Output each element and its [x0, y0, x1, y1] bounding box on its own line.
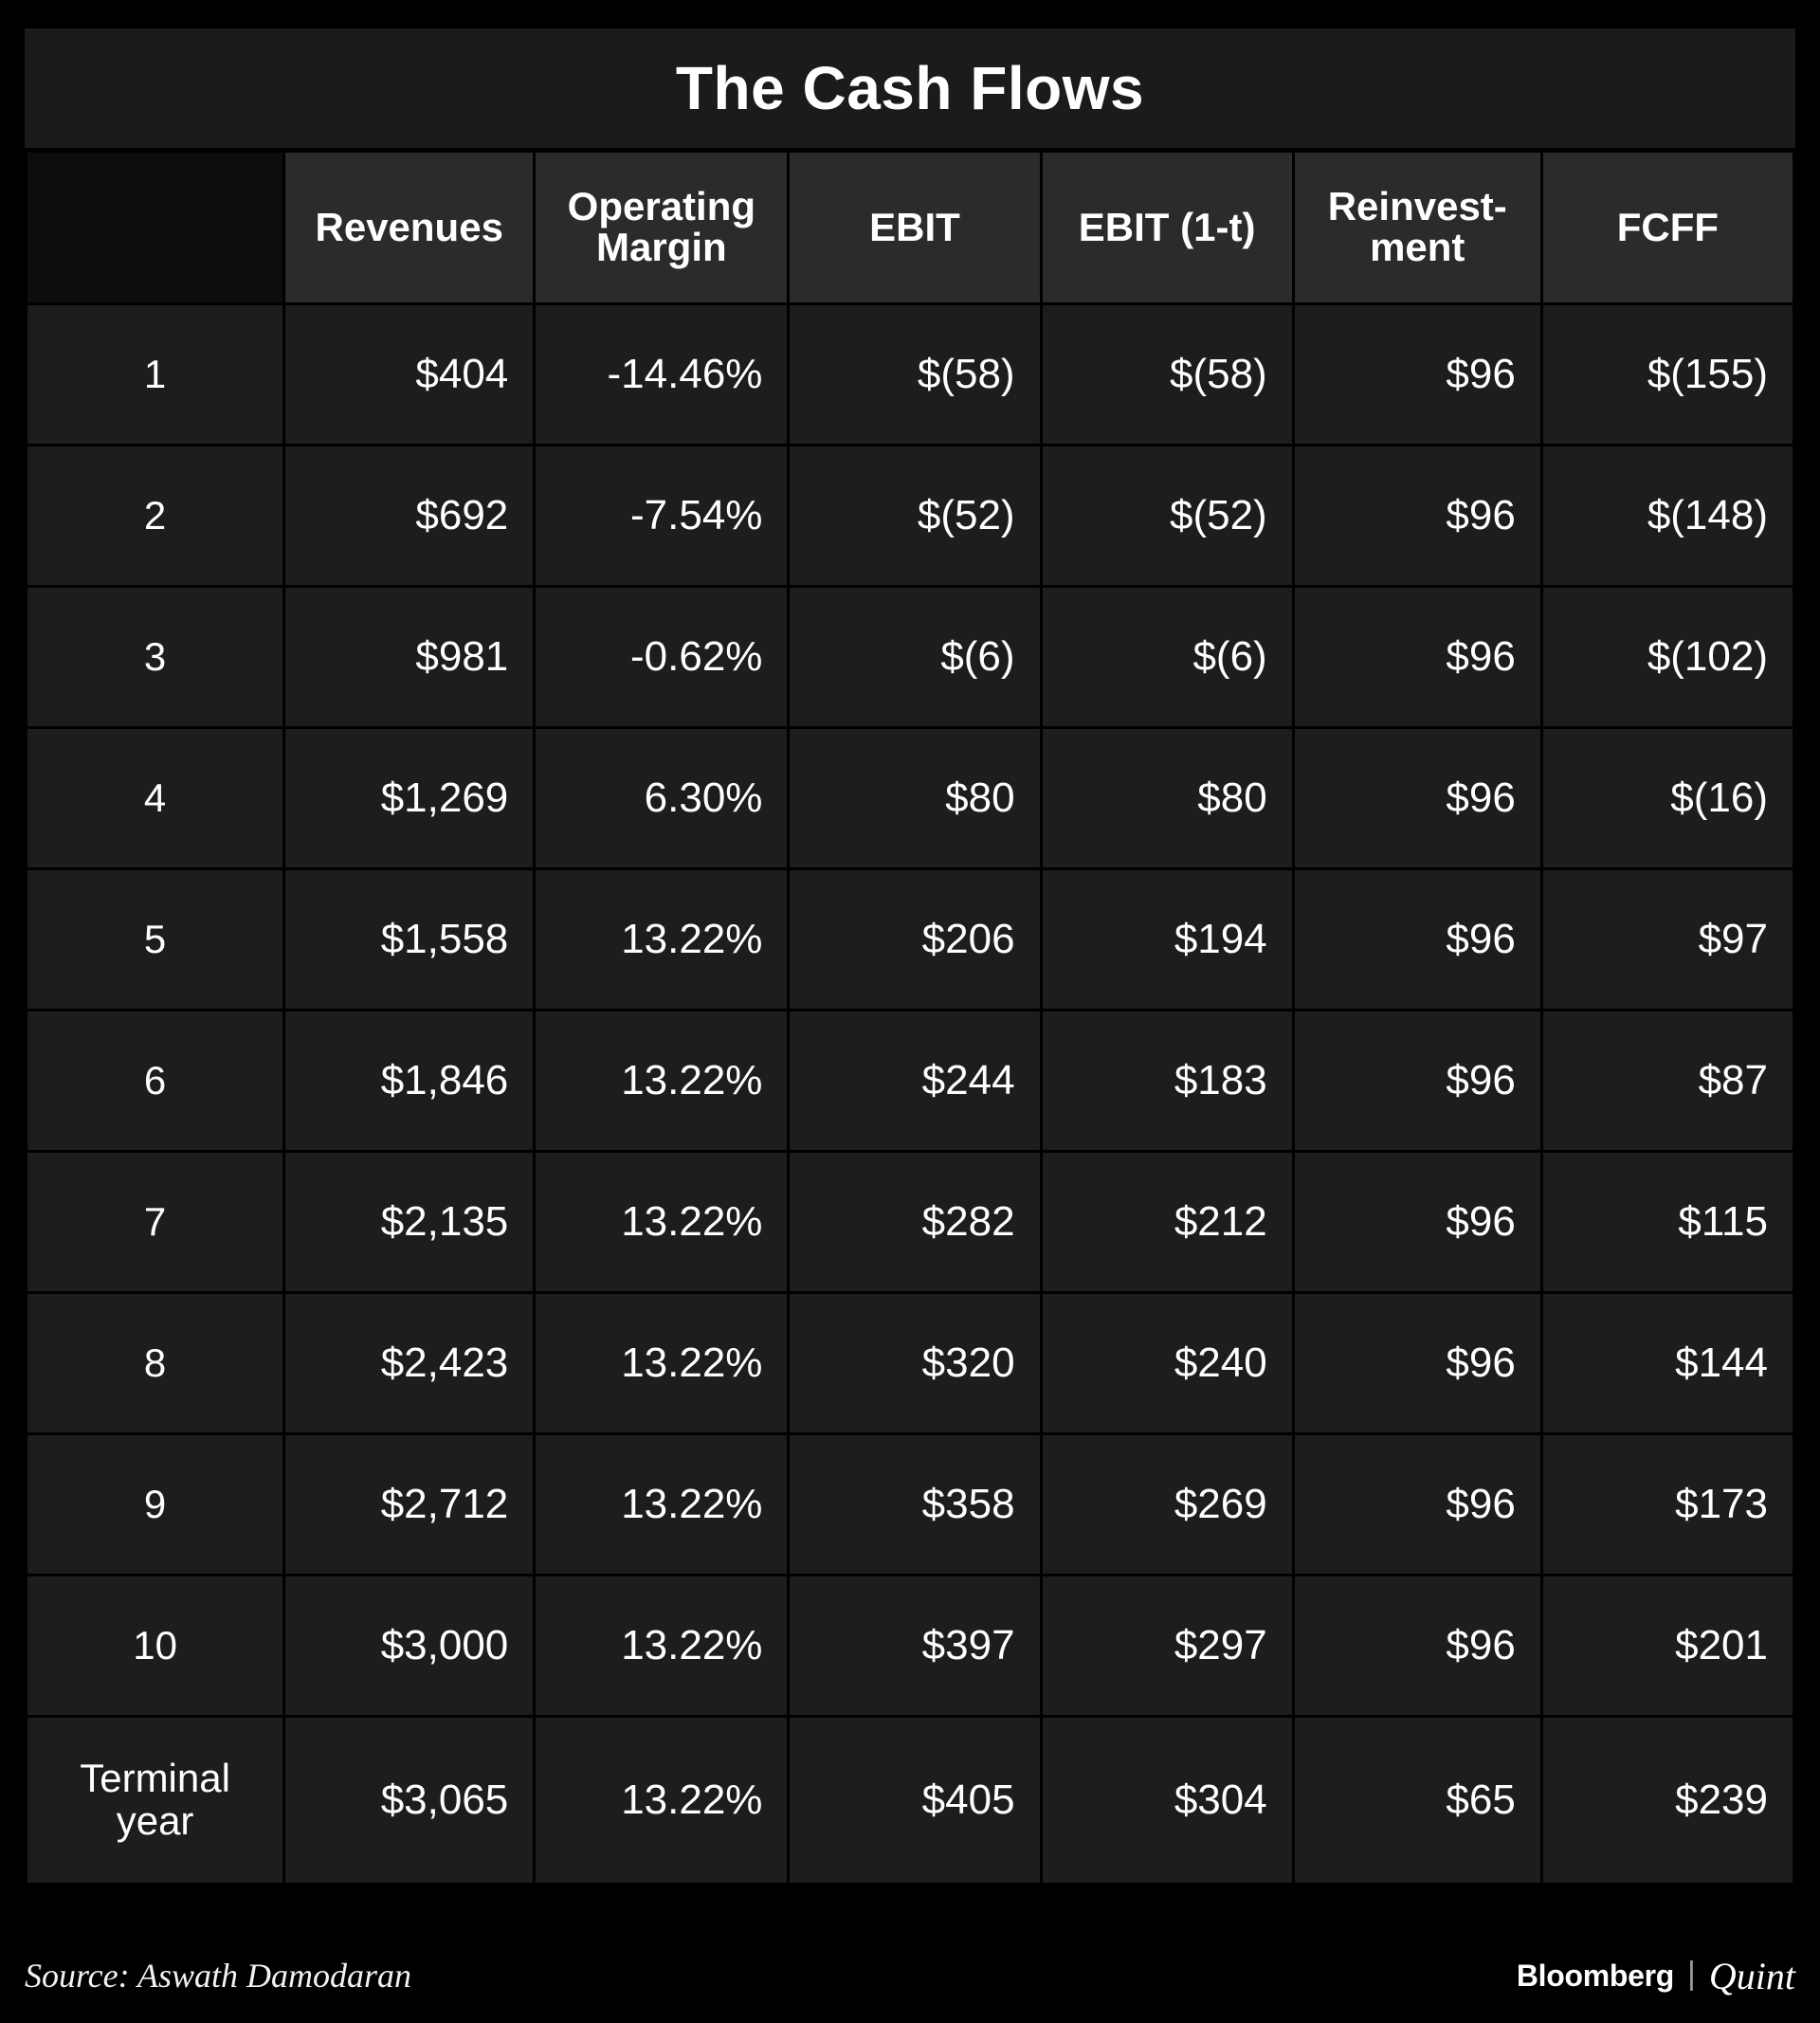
row-label: 6: [27, 1012, 282, 1150]
cell-operating-margin: 13.22%: [536, 1435, 787, 1574]
table-row: [27, 1435, 1793, 1574]
cell-ebit: $282: [790, 1153, 1039, 1291]
cell-revenues: $2,135: [285, 1153, 533, 1291]
table-header-row: [27, 153, 1793, 302]
cell-ebit-after-tax: $304: [1043, 1718, 1292, 1883]
cell-ebit-after-tax: $(6): [1043, 588, 1292, 726]
cell-ebit-after-tax: $240: [1043, 1294, 1292, 1432]
cell-fcff: $173: [1543, 1435, 1793, 1574]
row-label: 1: [27, 305, 282, 444]
column-header-reinvestment-line1: Reinvest-: [1327, 184, 1507, 229]
cell-ebit-after-tax: $(52): [1043, 447, 1292, 585]
cell-ebit: $405: [790, 1718, 1039, 1883]
table-row: [27, 1153, 1793, 1291]
cell-revenues: $3,065: [285, 1718, 533, 1883]
table-header: [27, 153, 1793, 302]
cell-revenues: $981: [285, 588, 533, 726]
cell-ebit-after-tax: $194: [1043, 870, 1292, 1009]
column-header-fcff: FCFF: [1543, 153, 1793, 302]
column-header-revenues: Revenues: [285, 153, 533, 302]
cell-ebit-after-tax: $297: [1043, 1576, 1292, 1715]
cell-ebit-after-tax: $(58): [1043, 305, 1292, 444]
bloomberg-logo: Bloomberg: [1516, 1958, 1675, 1993]
column-header-ebit: EBIT: [790, 153, 1039, 302]
cell-operating-margin: 13.22%: [536, 870, 787, 1009]
cell-fcff: $(16): [1543, 729, 1793, 867]
cell-fcff: $(102): [1543, 588, 1793, 726]
cell-operating-margin: 13.22%: [536, 1718, 787, 1883]
row-label: 10: [27, 1576, 282, 1715]
column-header-period: [27, 153, 282, 302]
footer: [25, 1949, 1795, 2002]
page-title: The Cash Flows: [675, 54, 1145, 122]
cell-fcff: $201: [1543, 1576, 1793, 1715]
cell-ebit: $358: [790, 1435, 1039, 1574]
cell-reinvestment: $96: [1295, 1153, 1540, 1291]
table-row: [27, 870, 1793, 1009]
column-header-operating-margin: [536, 153, 787, 302]
cell-revenues: $2,712: [285, 1435, 533, 1574]
cell-reinvestment: $96: [1295, 1435, 1540, 1574]
cell-fcff: $(155): [1543, 305, 1793, 444]
table-row: [27, 1012, 1793, 1150]
table-body: [27, 305, 1793, 1883]
cell-ebit-after-tax: $269: [1043, 1435, 1292, 1574]
cell-ebit: $(52): [790, 447, 1039, 585]
cell-reinvestment: $96: [1295, 305, 1540, 444]
column-header-ebit-after-tax: EBIT (1-t): [1043, 153, 1292, 302]
cell-revenues: $2,423: [285, 1294, 533, 1432]
row-label: 7: [27, 1153, 282, 1291]
cell-reinvestment: $96: [1295, 1012, 1540, 1150]
cell-revenues: $1,269: [285, 729, 533, 867]
table-row: [27, 1294, 1793, 1432]
table-row: [27, 305, 1793, 444]
cell-reinvestment: $96: [1295, 588, 1540, 726]
cell-revenues: $1,558: [285, 870, 533, 1009]
cell-revenues: $1,846: [285, 1012, 533, 1150]
cell-fcff: $115: [1543, 1153, 1793, 1291]
cell-ebit-after-tax: $80: [1043, 729, 1292, 867]
row-label: [27, 1718, 282, 1883]
cell-ebit: $(6): [790, 588, 1039, 726]
table-row: [27, 588, 1793, 726]
brand-lockup: [1517, 1954, 1795, 1998]
table-row: [27, 447, 1793, 585]
cell-fcff: $144: [1543, 1294, 1793, 1432]
quint-logo: Quint: [1708, 1954, 1795, 1997]
cell-reinvestment: $65: [1295, 1718, 1540, 1883]
row-label: 3: [27, 588, 282, 726]
cell-operating-margin: -14.46%: [536, 305, 787, 444]
column-header-operating-margin-line1: Operating: [567, 184, 756, 229]
cell-reinvestment: $96: [1295, 870, 1540, 1009]
cell-reinvestment: $96: [1295, 729, 1540, 867]
cell-ebit: $(58): [790, 305, 1039, 444]
row-label: 9: [27, 1435, 282, 1574]
cell-reinvestment: $96: [1295, 1294, 1540, 1432]
cell-ebit: $320: [790, 1294, 1039, 1432]
cell-ebit-after-tax: $183: [1043, 1012, 1292, 1150]
row-label-line1: Terminal: [80, 1756, 230, 1801]
card-header: [25, 28, 1795, 150]
source-credit: Source: Aswath Damodaran: [25, 1957, 411, 1995]
cell-operating-margin: 13.22%: [536, 1576, 787, 1715]
cell-operating-margin: 6.30%: [536, 729, 787, 867]
table-row: [27, 1576, 1793, 1715]
cell-operating-margin: 13.22%: [536, 1294, 787, 1432]
column-header-reinvestment-line2: ment: [1370, 225, 1465, 269]
cell-revenues: $404: [285, 305, 533, 444]
row-label: 2: [27, 447, 282, 585]
column-header-reinvestment: [1295, 153, 1540, 302]
cell-fcff: $239: [1543, 1718, 1793, 1883]
table-row-terminal: [27, 1718, 1793, 1883]
row-label-line2: year: [116, 1798, 194, 1843]
row-label: 4: [27, 729, 282, 867]
cell-reinvestment: $96: [1295, 1576, 1540, 1715]
cell-revenues: $3,000: [285, 1576, 533, 1715]
cell-operating-margin: -0.62%: [536, 588, 787, 726]
column-header-operating-margin-line2: Margin: [596, 225, 727, 269]
row-label: 8: [27, 1294, 282, 1432]
cash-flows-table: [25, 150, 1795, 1886]
cash-flows-card: [25, 28, 1795, 1886]
cell-ebit-after-tax: $212: [1043, 1153, 1292, 1291]
cell-ebit: $244: [790, 1012, 1039, 1150]
brand-divider: |: [1687, 1955, 1696, 1992]
cell-operating-margin: -7.54%: [536, 447, 787, 585]
row-label: 5: [27, 870, 282, 1009]
table-row: [27, 729, 1793, 867]
cell-operating-margin: 13.22%: [536, 1012, 787, 1150]
cell-fcff: $87: [1543, 1012, 1793, 1150]
cell-operating-margin: 13.22%: [536, 1153, 787, 1291]
cell-ebit: $80: [790, 729, 1039, 867]
cell-ebit: $206: [790, 870, 1039, 1009]
cell-revenues: $692: [285, 447, 533, 585]
cell-fcff: $(148): [1543, 447, 1793, 585]
cell-fcff: $97: [1543, 870, 1793, 1009]
cell-ebit: $397: [790, 1576, 1039, 1715]
cell-reinvestment: $96: [1295, 447, 1540, 585]
